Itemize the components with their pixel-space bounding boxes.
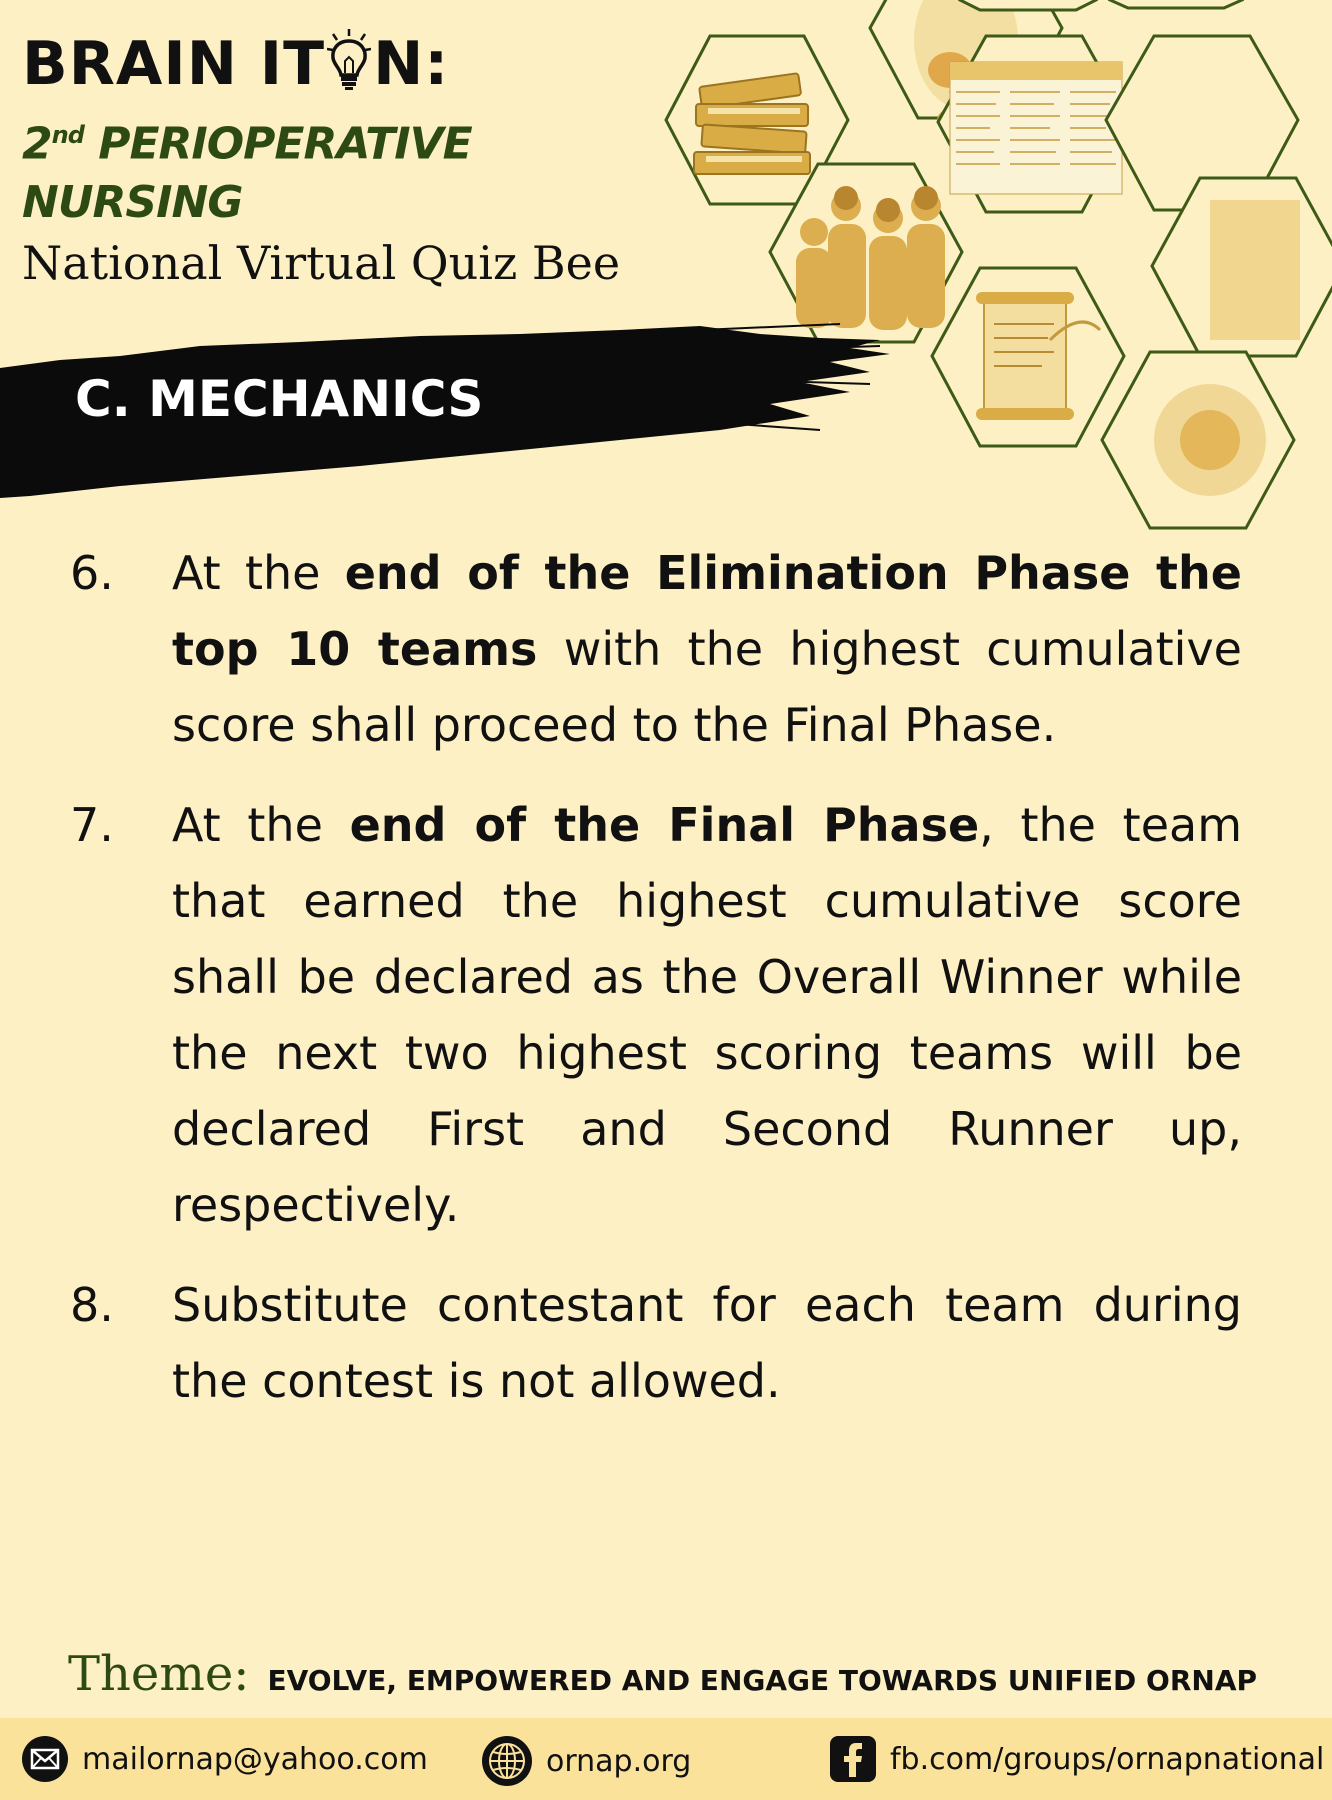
rule-text <box>172 787 1242 1243</box>
title-brain-it: BRAIN IT <box>22 29 326 99</box>
rule-number: 6. <box>70 546 114 600</box>
event-title-line1 <box>22 28 702 100</box>
list-item <box>70 1267 1242 1419</box>
rule-text-segment: with the highest cumulative score shall proceed to the Final Phase. <box>172 622 1242 752</box>
footer-facebook[interactable] <box>830 1736 1324 1782</box>
theme-label: Theme: <box>68 1646 250 1702</box>
event-title-line3: National Virtual Quiz Bee <box>22 235 621 290</box>
list-item <box>70 535 1242 763</box>
title-perioperative: PERIOPERATIVE NURSING <box>22 118 472 228</box>
footer-email[interactable] <box>22 1736 428 1782</box>
footer-contact-bar <box>0 1718 1332 1800</box>
lightbulb-icon <box>327 29 371 91</box>
footer-website[interactable] <box>482 1736 691 1786</box>
theme-line <box>68 1646 1257 1702</box>
globe-icon <box>482 1736 532 1786</box>
rule-text <box>172 1267 1242 1419</box>
rule-text <box>172 535 1242 763</box>
list-item <box>70 787 1242 1243</box>
rule-number: 7. <box>70 798 114 852</box>
rule-text-segment: Substitute contestant for each team during the contest is not allowed. <box>172 1278 1242 1408</box>
rule-text-segment: At the <box>172 798 350 852</box>
rule-number: 8. <box>70 1278 114 1332</box>
event-title <box>22 28 702 292</box>
footer-facebook-text[interactable]: fb.com/groups/ornapnational <box>890 1741 1325 1777</box>
rules-list <box>70 535 1242 1443</box>
event-title-line2 <box>22 106 702 232</box>
rule-text-segment: , the team that earned the highest cumulative score shall be declared as the Overall Winner while the next two highest scoring teams will be declared First and Second Runner up, respectively. <box>172 798 1243 1232</box>
title-n: N: <box>373 29 450 99</box>
rule-text-emphasis: end of the Elimination Phase the top 10 teams <box>172 546 1242 676</box>
rule-text-emphasis: end of the Final Phase <box>349 798 980 852</box>
section-title: C. MECHANICS <box>75 370 484 428</box>
rule-text-segment: At the <box>172 546 345 600</box>
checklist-hex <box>938 36 1130 212</box>
scroll-hex <box>932 268 1124 446</box>
title-ordinal: 2 <box>22 118 52 170</box>
footer-email-text[interactable]: mailornap@yahoo.com <box>82 1741 428 1777</box>
mail-icon <box>22 1736 68 1782</box>
footer-website-text[interactable]: ornap.org <box>546 1743 692 1779</box>
facebook-icon <box>830 1736 876 1782</box>
hexagon-decorations <box>650 0 1332 600</box>
theme-value: EVOLVE, EMPOWERED AND ENGAGE TOWARDS UNIFIED ORNAP <box>267 1664 1258 1697</box>
title-ordinal-suffix: nd <box>51 121 84 149</box>
